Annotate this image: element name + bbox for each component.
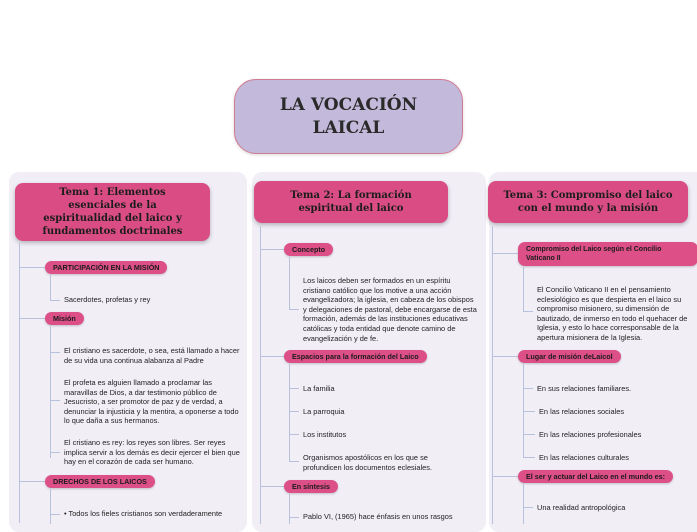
connector — [523, 457, 535, 458]
connector — [523, 267, 524, 311]
topic-2-trunk — [260, 226, 261, 524]
connector — [523, 507, 533, 508]
topic-2-heading[interactable]: Tema 2: La formación espiritual del laico — [254, 181, 448, 223]
connector — [289, 411, 299, 412]
col1-mision-text-1: El cristiano es sacerdote, o sea, está llamado a hacer de su vida una continua alabanza al Padre — [64, 346, 240, 365]
connector — [289, 461, 299, 462]
connector — [50, 326, 51, 458]
col1-participacion-node[interactable]: PARTICIPACIÓN EN LA MISIÓN — [45, 261, 167, 274]
connector — [19, 318, 45, 319]
col2-espacio-item-1: La familia — [303, 384, 335, 393]
col3-lugar-item-1: En sus relaciones familiares. — [537, 384, 632, 393]
connector — [492, 253, 518, 254]
col2-espacios-node[interactable]: Espacios para la formación del Laico — [284, 350, 427, 363]
col3-ser-actuar-node[interactable]: El ser y actuar del Laico en el mundo es: — [518, 470, 673, 483]
col1-mision-text-2: El profeta es alguien llamado a proclamar las maravillas de Dios, a dar testimonio público de Jesucristo, a ser promotor de paz y de verdad, a denunciar la injusticia y la mentira, a oponerse a todo lo que daña a sus hermanos. — [64, 378, 239, 426]
connector — [523, 388, 533, 389]
connector — [289, 257, 290, 309]
col2-concepto-text: Los laicos deben ser formados en un espíritu cristiano católico que los motive a una acción evangelizadora; la iglesia, en cabeza de los obispos y delegaciones de pastoral, debe encargarse de esta formación, además de las instituciones educativas católicas y toda entidad que denote camino de evangelización y de fe. — [303, 276, 477, 343]
connector — [260, 486, 284, 487]
col2-sintesis-text: Pablo VI, (1965) hace énfasis en unos rasgos — [303, 512, 453, 521]
col1-participacion-text: Sacerdotes, profetas y rey — [64, 295, 151, 304]
connector — [289, 388, 299, 389]
col3-ser-actuar-text: Una realidad antropológica — [537, 503, 626, 512]
connector — [50, 452, 60, 453]
connector — [19, 481, 45, 482]
connector — [50, 275, 51, 300]
col2-espacio-item-3: Los institutos — [303, 430, 347, 439]
topic-1-heading[interactable]: Tema 1: Elementos esenciales de la espiritualidad del laico y fundamentos doctrinales — [15, 183, 210, 241]
col2-espacio-item-4: Organismos apostólicos en los que se profundicen los documentos eclesiales. — [303, 453, 433, 472]
connector — [523, 434, 535, 435]
col1-derechos-node[interactable]: DRECHOS DE LOS LAICOS — [45, 475, 155, 488]
col1-mision-text-3: El cristiano es rey: los reyes son libres. Ser reyes implica servir a los demás es decir ejercer el bien que hay en el corazón de cada ser humano. — [64, 438, 240, 467]
connector — [50, 514, 60, 515]
col3-compromiso-node[interactable]: Compromiso del Laico según el Concilio Vaticano II — [518, 242, 697, 266]
col2-concepto-node[interactable]: Concepto — [284, 243, 333, 256]
col3-lugar-item-3: En las relaciones profesionales — [539, 430, 642, 439]
connector — [523, 484, 524, 524]
col1-derechos-text: • Todos los fieles cristianos son verdaderamente — [64, 509, 223, 518]
connector — [523, 311, 533, 312]
col3-lugar-node[interactable]: Lugar de misión deLaicol — [518, 350, 621, 363]
col3-lugar-item-4: En las relaciones culturales — [539, 453, 629, 462]
col3-compromiso-text: El Concilio Vaticano II en el pensamiento eclesiológico es que despierta en el laico su compromiso misionero, su dimensión de bautizado, de inmerso en todo el quehacer de Iglesia, y esto lo hace corresponsable de la apertura misionera de la Iglesia. — [537, 285, 688, 342]
connector — [50, 300, 60, 301]
main-title[interactable] — [234, 79, 463, 154]
connector — [260, 356, 284, 357]
connector — [492, 356, 518, 357]
col1-mision-node[interactable]: Misión — [45, 312, 84, 325]
connector — [50, 489, 51, 524]
connector — [260, 249, 284, 250]
connector — [492, 476, 518, 477]
col3-lugar-item-2: En las relaciones sociales — [539, 407, 625, 416]
main-title-text: LA VOCACIÓN LAICAL — [279, 94, 418, 138]
connector — [50, 400, 60, 401]
connector — [50, 352, 60, 353]
connector — [289, 517, 299, 518]
col2-sintesis-node[interactable]: En síntesis — [284, 480, 338, 493]
connector — [289, 309, 299, 310]
connector — [289, 434, 299, 435]
connector — [289, 364, 290, 462]
connector — [523, 411, 535, 412]
topic-3-trunk — [492, 226, 493, 524]
col2-espacio-item-2: La parroquia — [303, 407, 345, 416]
connector — [19, 267, 45, 268]
topic-3-heading[interactable]: Tema 3: Compromiso del laico con el mundo y la misión — [488, 181, 688, 223]
